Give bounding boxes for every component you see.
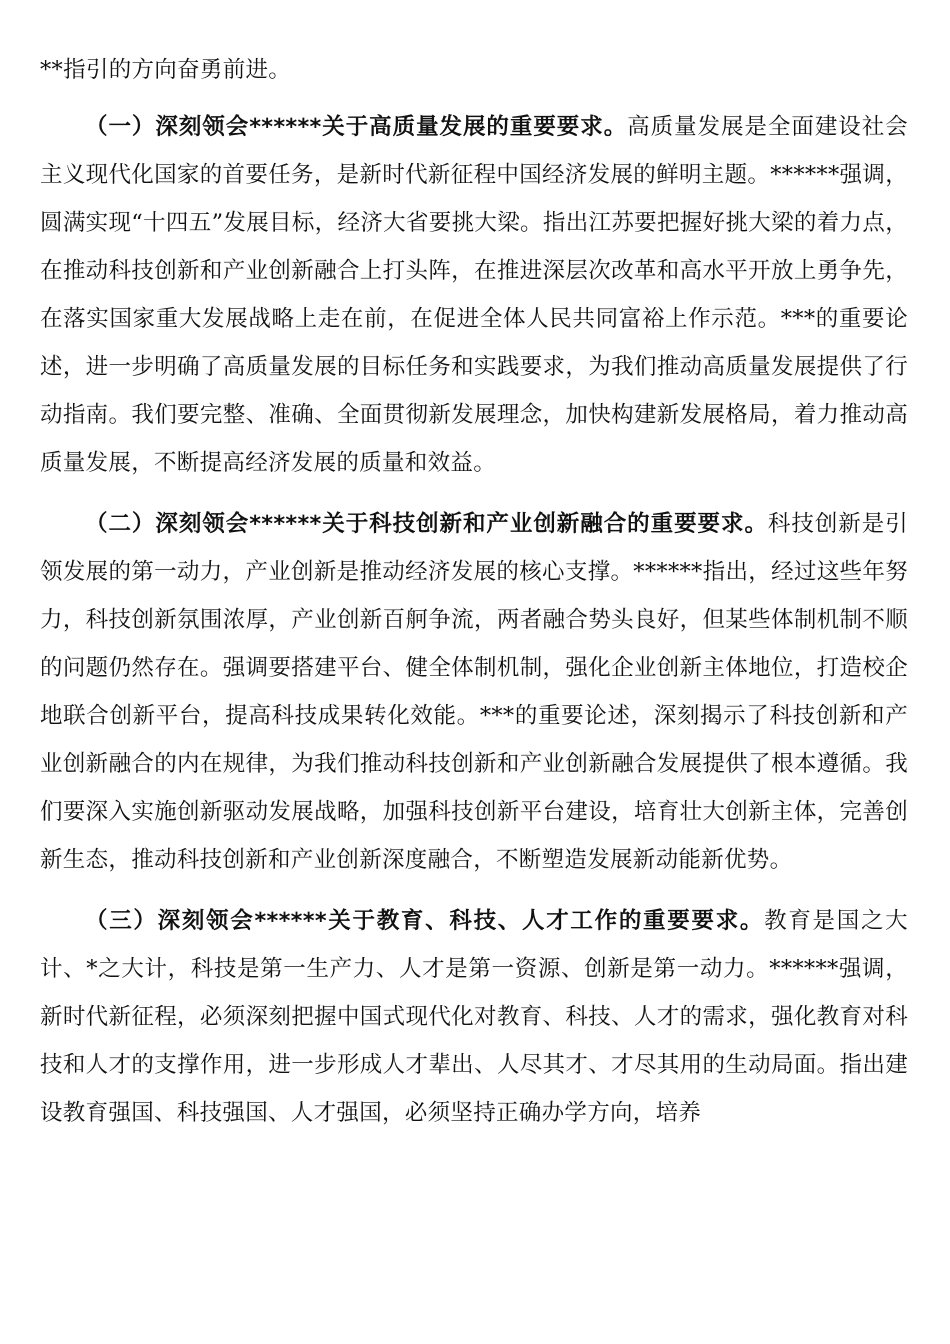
- section-1-body: 高质量发展是全面建设社会主义现代化国家的首要任务，是新时代新征程中国经济发展的鲜明主题。******强调，圆满实现“十四五”发展目标，经济大省要挑大梁。指出江苏要把握好挑大梁的着力点，在推动科技创新和产业创新融合上打头阵，在推进深层次改革和高水平开放上勇争先，在落实国家重大发展战略上走在前，在促进全体人民共同富裕上作示范。***的重要论述，进一步明确了高质量发展的目标任务和实践要求，为我们推动高质量发展提供了行动指南。我们要完整、准确、全面贯彻新发展理念，加快构建新发展格局，着力推动高质量发展，不断提高经济发展的质量和效益。: [40, 114, 908, 476]
- section-3-heading: （三）深刻领会******关于教育、科技、人才工作的重要要求。: [85, 908, 765, 934]
- lead-line: **指引的方向奋勇前进。: [40, 57, 292, 83]
- section-1-heading: （一）深刻领会******关于高质量发展的重要要求。: [85, 114, 628, 140]
- section-1-paragraph: [40, 103, 908, 487]
- section-3-body: 教育是国之大计、*之大计，科技是第一生产力、人才是第一资源、创新是第一动力。******强调，新时代新征程，必须深刻把握中国式现代化对教育、科技、人才的需求，强化教育对科技和人才的支撑作用，进一步形成人才辈出、人尽其才、才尽其用的生动局面。指出建设教育强国、科技强国、人才强国，必须坚持正确办学方向，培养: [40, 908, 908, 1126]
- section-2-heading: （二）深刻领会******关于科技创新和产业创新融合的重要要求。: [85, 511, 768, 537]
- document-page: [40, 46, 908, 1137]
- section-2-paragraph: [40, 500, 908, 884]
- section-3-paragraph: [40, 897, 908, 1137]
- section-2-body: 科技创新是引领发展的第一动力，产业创新是推动经济发展的核心支撑。******指出，经过这些年努力，科技创新氛围浓厚，产业创新百舸争流，两者融合势头良好，但某些体制机制不顺的问题仍然存在。强调要搭建平台、健全体制机制，强化企业创新主体地位，打造校企地联合创新平台，提高科技成果转化效能。***的重要论述，深刻揭示了科技创新和产业创新融合的内在规律，为我们推动科技创新和产业创新融合发展提供了根本遵循。我们要深入实施创新驱动发展战略，加强科技创新平台建设，培育壮大创新主体，完善创新生态，推动科技创新和产业创新深度融合，不断塑造发展新动能新优势。: [40, 511, 908, 873]
